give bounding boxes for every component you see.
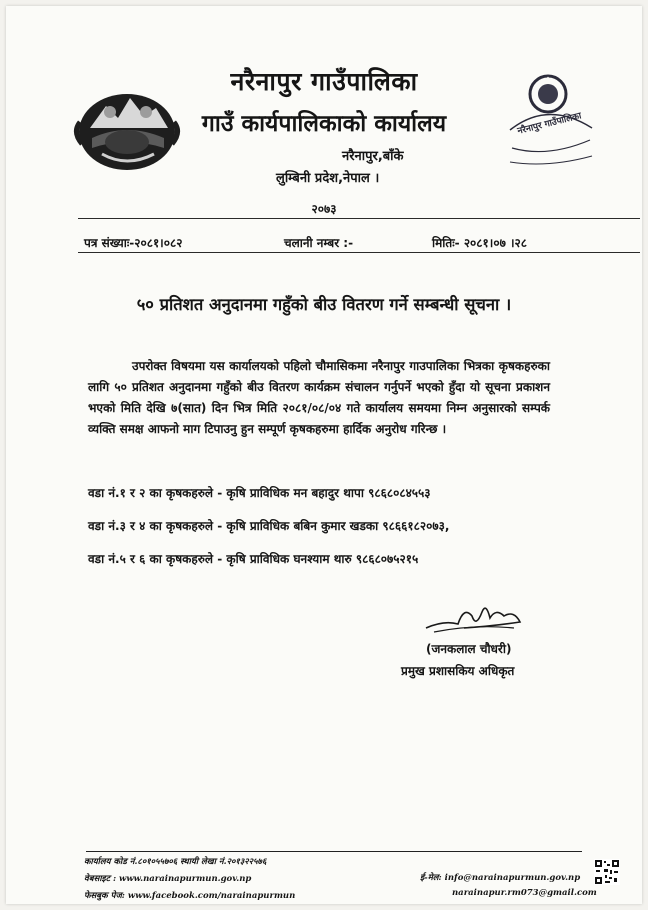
established-year: २०७३	[311, 202, 337, 216]
signatory-name: (जनकलाल चौधरी)	[426, 642, 512, 656]
handwritten-signature	[424, 598, 524, 638]
ward-contact-1: वडा नं.१ र २ का कृषकहरुले - कृषि प्राविधिक मन बहादुर थापा ९८६८०८४५५३	[88, 486, 431, 500]
footer-divider	[86, 851, 582, 852]
seal-text: नरैनापुर गाउँपालिका	[516, 111, 583, 137]
facebook-link[interactable]: फेसबुक पेज: www.facebook.com/narainapurmun	[84, 891, 296, 901]
notice-body: उपरोक्त विषयमा यस कार्यालयको पहिलो चौमासिकमा नरैनापुर गाउपालिका भित्रका कृषकहरुका लागि ५० प्रतिशत अनुदानमा गहुँको बीउ वितरण कार्यक्रम संचालन गर्नुपर्ने भएको हुँदा यो सूचना प्रकाशन भएको मिति देखि ७(सात) दिन भित्र मिति २०८१/०८/०४ गते कार्यालय समयमा निम्न अनुसारको सम्पर्क व्यक्ति समक्ष आफनो माग टिपाउनु हुन सम्पूर्ण कृषकहरुमा हार्दिक अनुरोध गरिन्छ ।	[88, 359, 550, 436]
notice-subject: ५० प्रतिशत अनुदानमा गहुँको बीउ वितरण गर्ने सम्बन्धी सूचना ।	[136, 295, 512, 314]
ward-contact-3: वडा नं.५ र ६ का कृषकहरुले - कृषि प्राविधिक घनश्याम थारु ९८६८०७५२१५	[88, 552, 419, 566]
dispatch-number: चलानी नम्बर :-	[284, 236, 354, 250]
office-name: गाउँ कार्यपालिकाको कार्यालय	[201, 111, 447, 137]
reference-number: पत्र संख्याः-२०८१।०८२	[84, 236, 183, 250]
office-code: कार्यालय कोड नं.८०१०५५७०६ स्थायी लेखा नं.२०१३२२५७६	[84, 857, 267, 867]
website-link[interactable]: वेबसाइट : www.narainapurmun.gov.np	[84, 874, 252, 884]
municipality-name: नरैनापुर गाउँपालिका	[230, 67, 418, 96]
letter-page	[6, 6, 642, 904]
letter-date: मितिः- २०८१।०७ ।२८	[432, 236, 528, 250]
qr-code-icon	[594, 859, 620, 885]
email-secondary[interactable]: narainapur.rm073@gmail.com	[452, 888, 597, 898]
address-line-1: नरैनापुर,बाँके	[342, 149, 404, 164]
meta-divider	[78, 252, 640, 253]
ward-contact-2: वडा नं.३ र ४ का कृषकहरुले - कृषि प्राविधिक बबिन कुमार खडका ९८६६१८२०७३,	[88, 519, 450, 533]
header-divider	[78, 218, 640, 219]
address-line-2: लुम्बिनी प्रदेश,नेपाल ।	[276, 171, 380, 186]
email-primary[interactable]: ई-मेल: info@narainapurmun.gov.np	[420, 873, 581, 883]
signatory-title: प्रमुख प्रशासकिय अधिकृत	[401, 664, 515, 678]
